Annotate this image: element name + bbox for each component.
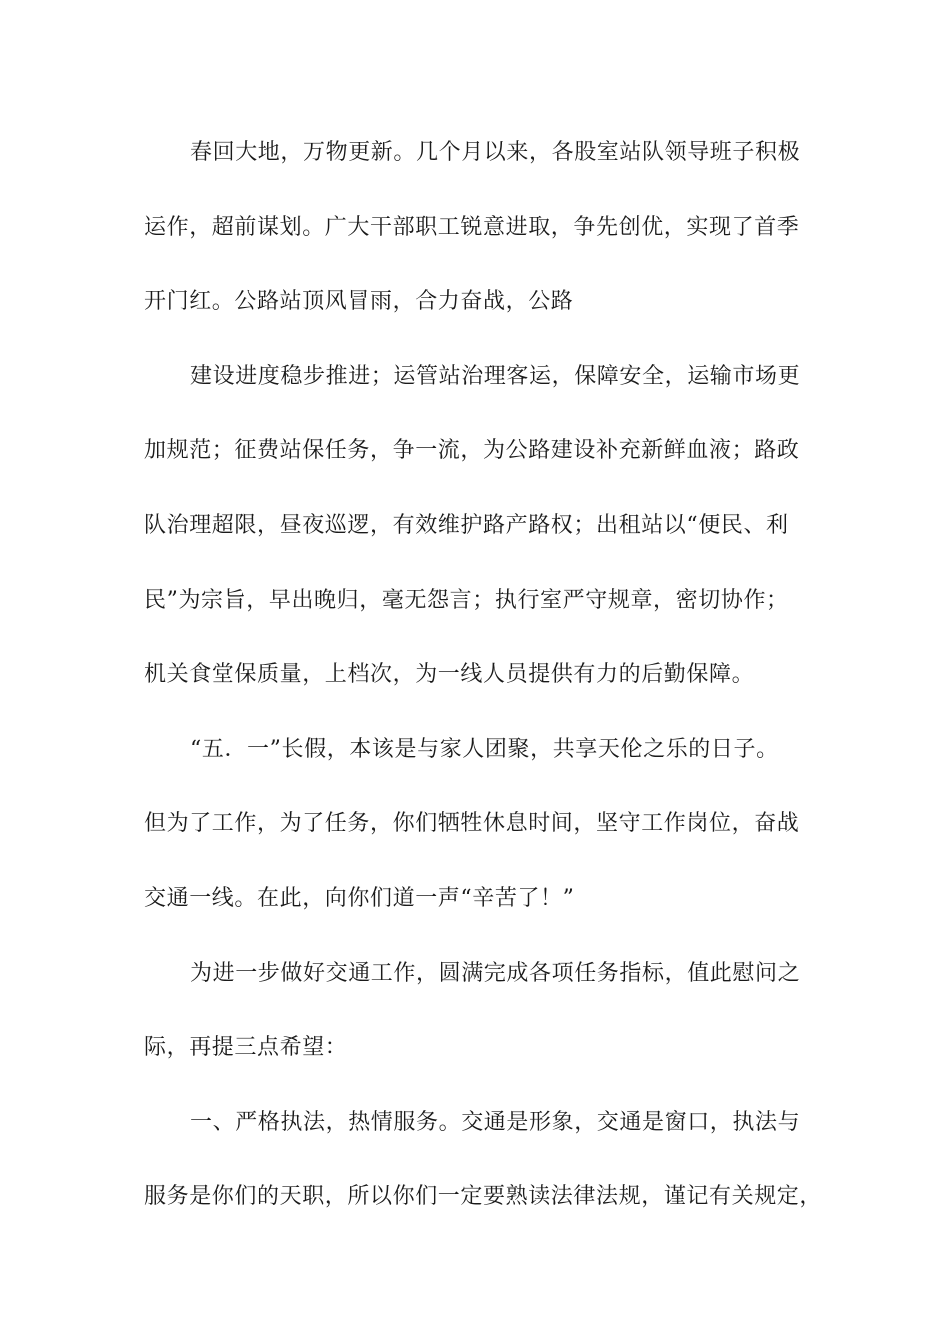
paragraph-line: 运作，超前谋划。广大干部职工锐意进取，争先创优，实现了首季 — [144, 214, 800, 240]
paragraph-line: 开门红。公路站顶风冒雨，合力奋战，公路 — [144, 289, 574, 315]
paragraph-line: 加规范；征费站保任务，争一流，为公路建设补充新鲜血液；路政 — [144, 438, 800, 464]
paragraph-line: 为进一步做好交通工作，圆满完成各项任务指标，值此慰问之 — [190, 960, 801, 986]
paragraph-line: 建设进度稳步推进；运管站治理客运，保障安全，运输市场更 — [190, 363, 801, 389]
paragraph-line: “五．一”长假，本该是与家人团聚，共享天伦之乐的日子。 — [190, 736, 779, 762]
paragraph-line: 机关食堂保质量，上档次，为一线人员提供有力的后勤保障。 — [144, 662, 755, 688]
paragraph-line: 交通一线。在此，向你们道一声“辛苦了！” — [144, 885, 575, 911]
paragraph-line: 但为了工作，为了任务，你们牺牲休息时间，坚守工作岗位，奋战 — [144, 811, 800, 837]
document-body — [144, 127, 823, 1246]
paragraph-line: 际，再提三点希望： — [144, 1035, 348, 1061]
paragraph-line: 春回大地，万物更新。几个月以来，各股室站队领导班子积极 — [190, 140, 801, 165]
paragraph-line: 服务是你们的天职，所以你们一定要熟读法律法规，谨记有关规定， — [144, 1184, 823, 1210]
paragraph-line: 民”为宗旨，早出晚归，毫无怨言；执行室严守规章，密切协作； — [144, 587, 789, 613]
paragraph-line: 一、严格执法，热情服务。交通是形象，交通是窗口，执法与 — [190, 1109, 801, 1135]
paragraph-line: 队治理超限，昼夜巡逻，有效维护路产路权；出租站以“便民、利 — [144, 512, 789, 538]
